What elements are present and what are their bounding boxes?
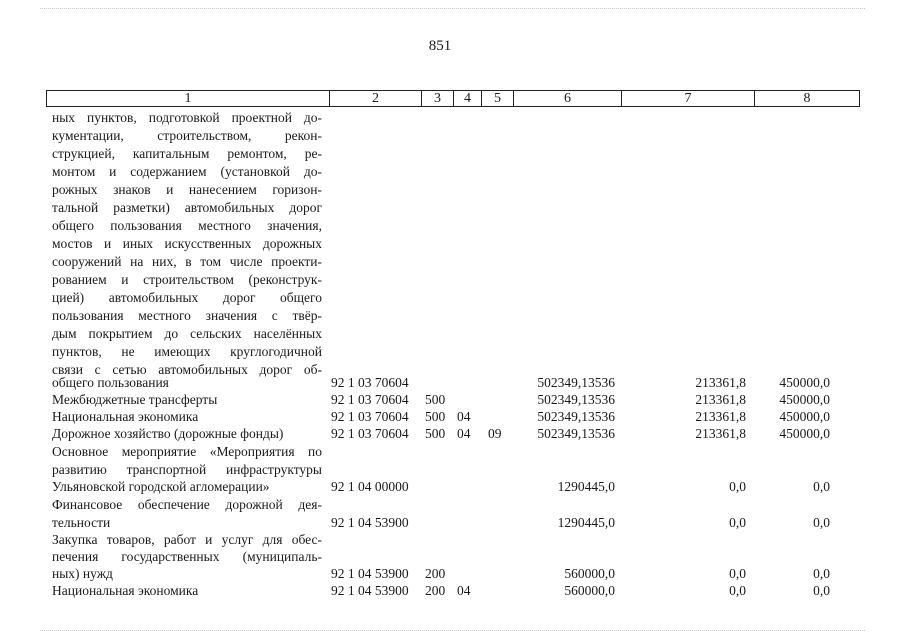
row-value-7: 213361,8 <box>695 375 746 390</box>
row-col3: 500 <box>425 426 446 441</box>
row-value-8: 0,0 <box>813 515 830 530</box>
row-col4: 04 <box>457 583 471 598</box>
row-col3: 500 <box>425 409 446 424</box>
row-value-6: 560000,0 <box>564 583 615 598</box>
row-value-6: 502349,13536 <box>537 426 615 441</box>
row-name: Национальная экономика <box>52 583 199 598</box>
page-number: 851 <box>428 38 452 54</box>
row-value-7: 0,0 <box>729 583 746 598</box>
row-code: 92 1 04 00000 <box>331 479 409 494</box>
row-col3: 500 <box>425 392 446 407</box>
row-col3: 200 <box>425 583 446 598</box>
row-code: 92 1 04 53900 <box>331 515 409 530</box>
row-value-8: 0,0 <box>813 566 830 581</box>
column-header-2: 2 <box>330 91 422 106</box>
row-value-7: 213361,8 <box>695 392 746 407</box>
row-value-7: 213361,8 <box>695 426 746 441</box>
row-name-line: Финансовое обеспечение дорожной дея- <box>52 497 322 512</box>
row-value-6: 502349,13536 <box>537 392 615 407</box>
row-value-7: 213361,8 <box>695 409 746 424</box>
column-header-7: 7 <box>622 91 755 106</box>
row-code: 92 1 03 70604 <box>331 426 409 441</box>
row-value-6: 502349,13536 <box>537 375 615 390</box>
row-name-line: Закупка товаров, работ и услуг для обес- <box>52 532 322 547</box>
row-value-8: 450000,0 <box>779 392 830 407</box>
row-name: общего пользования <box>52 375 169 390</box>
column-header-8: 8 <box>803 91 811 106</box>
row-name-line: развитию транспортной инфраструктуры <box>52 462 322 477</box>
row-name-line: ных) нужд <box>52 566 113 581</box>
row-value-8: 450000,0 <box>779 409 830 424</box>
scan-edge-top <box>40 8 865 10</box>
column-header-6: 6 <box>514 91 622 106</box>
row-value-8: 450000,0 <box>779 426 830 441</box>
row-name: Межбюджетные трансферты <box>52 392 218 407</box>
row-name: Дорожное хозяйство (дорожные фонды) <box>52 426 284 441</box>
row-name-line: печения государственных (муниципаль- <box>52 549 322 564</box>
row-value-6: 1290445,0 <box>557 479 615 494</box>
row-value-8: 450000,0 <box>779 375 830 390</box>
row-value-7: 0,0 <box>729 479 746 494</box>
scan-edge-bottom <box>40 630 865 632</box>
row-code: 92 1 04 53900 <box>331 566 409 581</box>
column-header-3: 3 <box>422 91 454 106</box>
column-header-4: 4 <box>454 91 482 106</box>
row-code: 92 1 03 70604 <box>331 409 409 424</box>
row-value-6: 560000,0 <box>564 566 615 581</box>
column-header-5: 5 <box>482 91 514 106</box>
row-col5: 09 <box>488 426 502 441</box>
row-code: 92 1 03 70604 <box>331 375 409 390</box>
row-name-line: Основное мероприятие «Мероприятия по <box>52 444 322 459</box>
row-value-6: 502349,13536 <box>537 409 615 424</box>
row-name-line: Ульяновской городской агломерации» <box>52 479 270 494</box>
column-header-1: 1 <box>47 91 330 106</box>
row-col3: 200 <box>425 566 446 581</box>
row-col4: 04 <box>457 426 471 441</box>
row-value-6: 1290445,0 <box>557 515 615 530</box>
row-code: 92 1 04 53900 <box>331 583 409 598</box>
table-header <box>46 90 860 107</box>
row-col4: 04 <box>457 409 471 424</box>
row-name: Национальная экономика <box>52 409 199 424</box>
row-name-line: тельности <box>52 515 111 530</box>
row-code: 92 1 03 70604 <box>331 392 409 407</box>
row-value-7: 0,0 <box>729 566 746 581</box>
row-value-8: 0,0 <box>813 479 830 494</box>
row-value-8: 0,0 <box>813 583 830 598</box>
row-value-7: 0,0 <box>729 515 746 530</box>
